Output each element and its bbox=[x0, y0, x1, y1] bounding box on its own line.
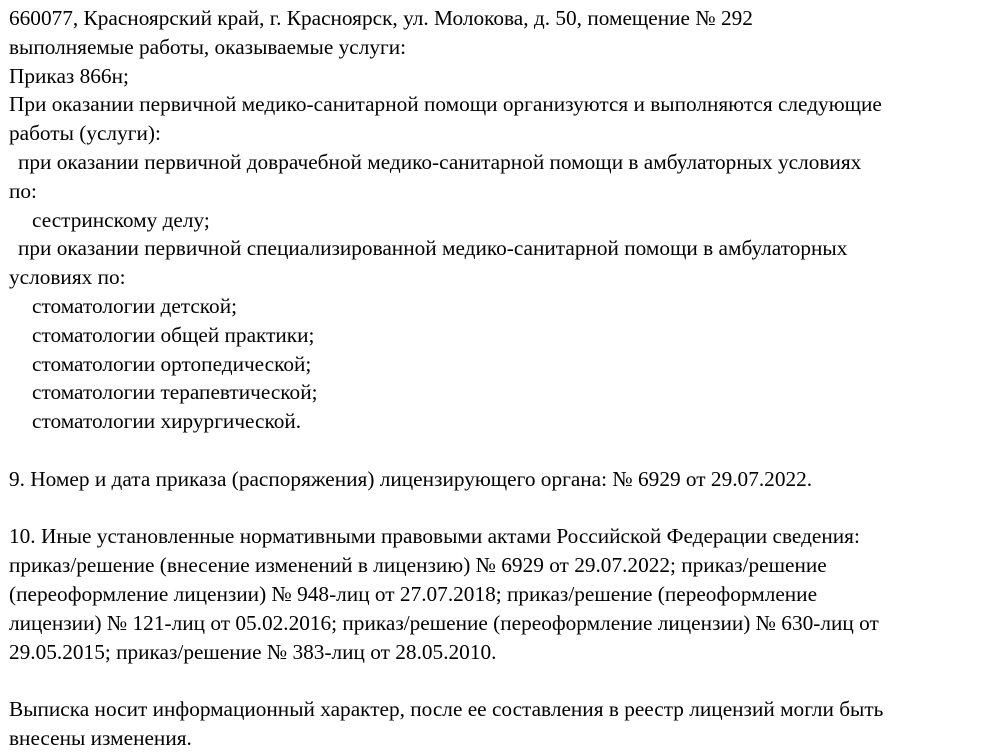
section-10-line-4: лицензии) № 121-лиц от 05.02.2016; приказ/решение (переоформление лицензии) № 630-лиц от bbox=[9, 610, 879, 635]
section-10-line-5: 29.05.2015; приказ/решение № 383-лиц от 28.05.2010. bbox=[9, 639, 497, 664]
intro-line-2: работы (услуги): bbox=[9, 121, 161, 146]
group2-heading-line-1: при оказании первичной специализированной медико-санитарной помощи в амбулаторных bbox=[18, 236, 848, 261]
section-9: 9. Номер и дата приказа (распоряжения) лицензирующего органа: № 6929 от 29.07.2022. bbox=[9, 466, 813, 491]
document-page bbox=[9, 4, 994, 753]
group2-item: стоматологии детской; bbox=[32, 293, 238, 318]
group2-item: стоматологии ортопедической; bbox=[32, 351, 312, 376]
section-10-line-3: (переоформление лицензии) № 948-лиц от 27.07.2018; приказ/решение (переоформление bbox=[9, 581, 818, 606]
spacer bbox=[9, 494, 994, 523]
note-line-1: Выписка носит информационный характер, после ее составления в реестр лицензий могли быть bbox=[9, 697, 884, 722]
group2-heading-line-2: условиях по: bbox=[9, 265, 126, 290]
section-10-line-2: приказ/решение (внесение изменений в лицензию) № 6929 от 29.07.2022; приказ/решение bbox=[9, 553, 827, 578]
section-10-line-1: 10. Иные установленные нормативными правовыми актами Российской Федерации сведения: bbox=[9, 524, 860, 549]
group2-item: стоматологии общей практики; bbox=[32, 322, 315, 347]
group2-item: стоматологии терапевтической; bbox=[32, 380, 318, 405]
works-heading: выполняемые работы, оказываемые услуги: bbox=[9, 34, 407, 59]
order-line: Приказ 866н; bbox=[9, 63, 129, 88]
group1-heading-line-2: по: bbox=[9, 178, 37, 203]
spacer bbox=[9, 666, 994, 695]
group1-item: сестринскому делу; bbox=[32, 207, 210, 232]
address-line: 660077, Красноярский край, г. Красноярск, ул. Молокова, д. 50, помещение № 292 bbox=[9, 6, 753, 30]
spacer bbox=[9, 436, 994, 465]
group2-item: стоматологии хирургической. bbox=[32, 409, 302, 434]
note-line-2: внесены изменения. bbox=[9, 725, 192, 750]
group1-heading-line-1: при оказании первичной доврачебной медико-санитарной помощи в амбулаторных условиях bbox=[18, 149, 862, 174]
intro-line-1: При оказании первичной медико-санитарной помощи организуются и выполняются следующие bbox=[9, 92, 882, 117]
